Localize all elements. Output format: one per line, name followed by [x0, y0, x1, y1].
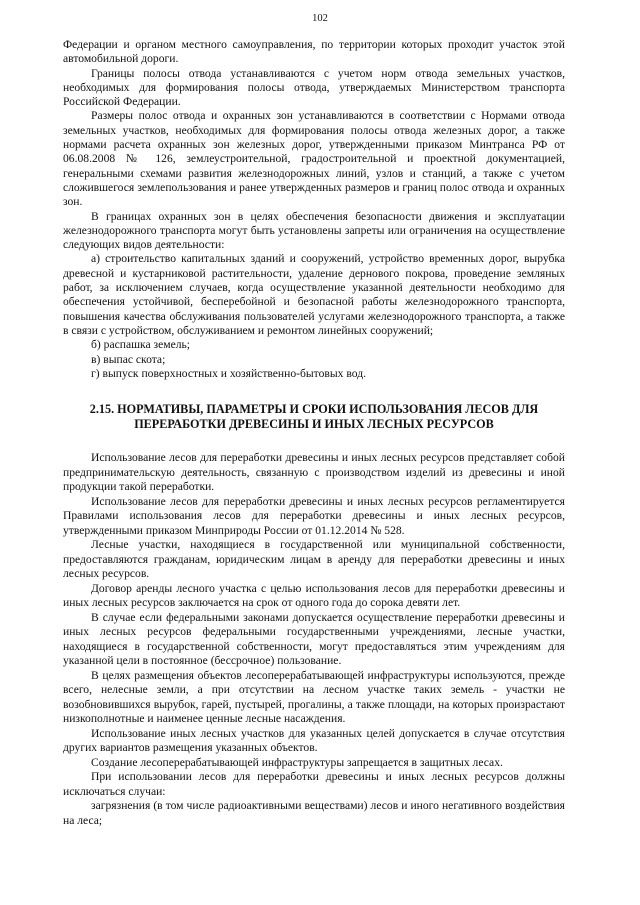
list-item-d: г) выпуск поверхностных и хозяйственно-бытовых вод.: [91, 366, 367, 380]
paragraph-continuation: Федерации и органом местного самоуправления, по территории которых проходит участок этой автомобильной дороги.: [63, 38, 565, 66]
section-roads-railways: [63, 38, 565, 381]
paragraph-infrastructure-placement: В целях размещения объектов лесоперерабатывающей инфраструктуры используются, прежде всего, нелесные земли, а при отсутствии на лесном участке таких земель - участки не возобновившихся вырубок, гарей, пустырей, прогалины, а также площади, на которых произрастают низкополнотные и наименее ценные лесные насаждения.: [63, 668, 565, 726]
section-heading: 2.15. НОРМАТИВЫ, ПАРАМЕТРЫ И СРОКИ ИСПОЛЬЗОВАНИЯ ЛЕСОВ ДЛЯ ПЕРЕРАБОТКИ ДРЕВЕСИНЫ И ИНЫХ ЛЕСНЫХ РЕСУРСОВ: [89, 402, 539, 432]
paragraph-pollution: загрязнения (в том числе радиоактивными веществами) лесов и иного негативного воздействия на леса;: [63, 799, 565, 827]
paragraph-other-plots: Использование иных лесных участков для указанных целей допускается в случае отсутствия других вариантов размещения указанных объектов.: [63, 726, 565, 755]
paragraph-right-of-way-borders: Границы полосы отвода устанавливаются с учетом норм отвода земельных участков, необходимых для формирования полосы отвода, утверждаемых Министерством транспорта Российской Федерации.: [63, 66, 565, 109]
paragraph-lease: Лесные участки, находящиеся в государственной или муниципальной собственности, предоставляются гражданам, юридическим лицам в аренду для переработки древесины и иных лесных ресурсов.: [63, 538, 565, 581]
paragraph-restrictions: В границах охранных зон в целях обеспечения безопасности движения и эксплуатации железнодорожного транспорта могут быть установлены запреты или ограничения на осуществление следующих видов деятельности:: [63, 209, 565, 252]
page-number: 102: [312, 13, 328, 24]
list-item-c: в) выпас скота;: [91, 352, 166, 366]
list-item-b: б) распашка земель;: [91, 338, 191, 352]
section-wood-processing: [63, 451, 565, 828]
paragraph-lease-term: Договор аренды лесного участка с целью использования лесов для переработки древесины и иных лесных ресурсов заключается на срок от одного года до сорока девяти лет.: [63, 581, 565, 610]
paragraph-excluded-cases: При использовании лесов для переработки древесины и иных лесных ресурсов должны исключаться случаи:: [63, 770, 565, 798]
paragraph-definition: Использование лесов для переработки древесины и иных лесных ресурсов представляет собой предпринимательскую деятельность, связанную с производством изделий из древесины и иной продукции такой переработки.: [63, 451, 565, 494]
paragraph-zone-sizes: Размеры полос отвода и охранных зон устанавливаются в соответствии с Нормами отвода земельных участков, необходимых для формирования полосы отвода железных дорог, а также нормами расчета охранных зон железных дорог, утвержденными приказом Минтранса РФ от 06.08.2008 № 126, землеустроительной, градостроительной и проектной документацией, генеральными схемами развития железнодорожных линий, узлов и станций, а также с учетом сложившегося землепользования и ранее утвержденных размеров и границ полос отвода и охранных зон.: [63, 109, 565, 209]
paragraph-protective-forests: Создание лесоперерабатывающей инфраструктуры запрещается в защитных лесах.: [91, 755, 503, 769]
list-item-a: а) строительство капитальных зданий и сооружений, устройство временных дорог, вырубка древесной и кустарниковой растительности, удаление дернового покрова, проведение земляных работ, за исключением случаев, когда осуществление указанной деятельности необходимо для обеспечения устойчивой, бесперебойной и безопасной работы железнодорожного транспорта, повышения качества обслуживания пользователей услугами железнодорожного транспорта, а также в связи с устройством, обслуживанием и ремонтом линейных сооружений;: [63, 252, 565, 337]
paragraph-federal-institutions: В случае если федеральными законами допускается осуществление переработки древесины и иных лесных ресурсов федеральными государственными учреждениями, лесные участки, находящиеся в государственной собственности, могут предоставляться этим учреждениям для указанной цели в постоянное (бессрочное) пользование.: [63, 610, 565, 668]
paragraph-regulation: Использование лесов для переработки древесины и иных лесных ресурсов регламентируется Правилами использования лесов для переработки древесины и иных лесных ресурсов, утвержденными приказом Минприроды России от 01.12.2014 № 528.: [63, 494, 565, 537]
document-body: [63, 38, 565, 828]
